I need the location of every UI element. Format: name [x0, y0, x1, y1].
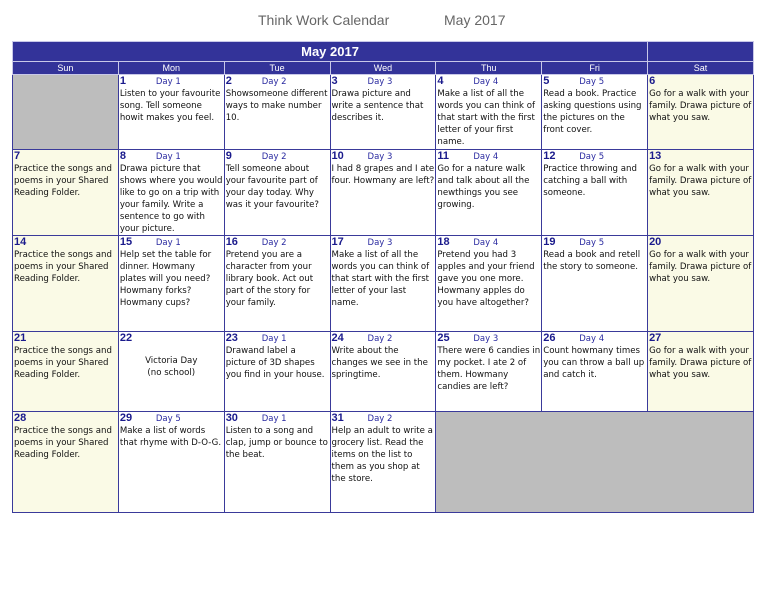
date-number: 15	[119, 236, 133, 248]
day-cell	[436, 75, 542, 150]
calendar-week	[13, 332, 754, 412]
activity-text: Go for a walk with your family. Drawa picture of what you saw.	[649, 346, 752, 380]
activity-text: Pretend you are a character from your library book. Act out part of the story for your family.	[225, 250, 314, 308]
day-cell	[224, 332, 330, 412]
day-cell-header	[332, 236, 435, 249]
day-cell-header	[437, 332, 540, 345]
day-cell	[436, 332, 542, 412]
activity-text: There were 6 candies in my pocket. I ate 2 of them. Howmany candies are left?	[437, 346, 541, 392]
day-cell	[13, 150, 119, 236]
school-day-label: Day 5	[579, 77, 605, 87]
date-number: 6	[649, 75, 656, 87]
day-of-week-header: Sun	[13, 62, 119, 75]
day-cell-header	[120, 412, 223, 425]
empty-day-cell	[13, 75, 119, 150]
activity-text: Make a list of all the words you can think of that start with the first letter of your first name.	[437, 89, 536, 147]
day-cell	[224, 236, 330, 332]
date-number: 16	[225, 236, 238, 248]
holiday-name: Victoria Day	[145, 356, 198, 366]
activity-text: Drawa picture and write a sentence that describes it.	[331, 89, 424, 123]
date-number: 11	[437, 150, 450, 162]
day-cell-header	[543, 150, 646, 163]
activity-text: Help an adult to write a grocery list. Read the items on the list to them as you shop at the store.	[331, 426, 433, 484]
activity-text: Go for a nature walk and talk about all the newthings you see growing.	[437, 164, 530, 210]
day-cell	[118, 332, 224, 412]
day-cell-header	[649, 332, 752, 345]
document-month: May 2017	[444, 12, 506, 28]
day-cell	[648, 75, 754, 150]
school-day-label: Day 1	[261, 334, 287, 344]
day-cell	[118, 150, 224, 236]
day-cell-header	[226, 75, 329, 88]
school-day-label: Day 5	[579, 238, 605, 248]
date-number: 27	[649, 332, 662, 344]
date-number: 2	[225, 75, 232, 87]
date-number: 4	[437, 75, 444, 87]
date-number: 22	[119, 332, 133, 344]
day-cell	[542, 236, 648, 332]
day-cell	[330, 412, 436, 513]
school-day-label: Day 4	[473, 152, 499, 162]
activity-text: Read a book. Practice asking questions using the pictures on the front cover.	[543, 89, 642, 135]
school-day-label: Day 1	[155, 238, 181, 248]
activity-text: Practice the songs and poems in your Shared Reading Folder.	[14, 164, 112, 198]
day-cell	[118, 236, 224, 332]
calendar-title: May 2017	[13, 42, 648, 62]
activity-text: Listen to a song and clap, jump or bounce to the beat.	[225, 426, 328, 460]
activity-text: Practice the songs and poems in your Shared Reading Folder.	[14, 346, 112, 380]
holiday-note: (no school)	[147, 368, 196, 378]
activity-text: I had 8 grapes and I ate four. Howmany are left?	[331, 164, 435, 186]
day-cell	[648, 236, 754, 332]
activity-text: Help set the table for dinner. Howmany plates will you need? Howmany forks? Howmany cups?	[119, 250, 212, 308]
activity-text: Pretend you had 3 apples and your friend gave you one more. Howmany apples do you have altogether?	[437, 250, 535, 308]
empty-day-cell	[436, 412, 754, 513]
school-day-label: Day 3	[367, 238, 393, 248]
date-number: 5	[543, 75, 550, 87]
school-day-label: Day 3	[367, 152, 393, 162]
day-cell-header	[649, 150, 752, 163]
activity-text: Go for a walk with your family. Drawa picture of what you saw.	[649, 164, 752, 198]
day-cell	[13, 236, 119, 332]
day-cell-header	[649, 75, 752, 88]
day-cell-header	[437, 236, 540, 249]
school-day-label: Day 2	[261, 238, 287, 248]
school-day-label: Day 4	[579, 334, 605, 344]
date-number: 13	[649, 150, 662, 162]
day-cell	[224, 150, 330, 236]
day-cell	[118, 412, 224, 513]
day-of-week-header: Fri	[542, 62, 648, 75]
calendar-title-spacer	[648, 42, 754, 62]
day-of-week-header: Sat	[648, 62, 754, 75]
day-cell	[330, 236, 436, 332]
school-day-label: Day 2	[261, 152, 287, 162]
day-cell	[330, 75, 436, 150]
day-cell-header	[226, 236, 329, 249]
calendar-week	[13, 150, 754, 236]
school-day-label: Day 3	[473, 334, 499, 344]
day-of-week-header: Wed	[330, 62, 436, 75]
day-cell-header	[120, 236, 223, 249]
day-cell	[224, 75, 330, 150]
date-number: 8	[119, 150, 126, 162]
activity-text: Showsomeone different ways to make number 10.	[225, 89, 328, 123]
school-day-label: Day 1	[261, 414, 287, 424]
school-day-label: Day 5	[579, 152, 605, 162]
date-number: 24	[331, 332, 344, 344]
day-cell-header	[332, 75, 435, 88]
calendar-week	[13, 412, 754, 513]
date-number: 23	[225, 332, 238, 344]
day-cell-header	[543, 236, 646, 249]
date-number: 31	[331, 412, 344, 424]
day-cell-header	[226, 150, 329, 163]
date-number: 1	[119, 75, 126, 87]
date-number: 25	[437, 332, 450, 344]
day-cell	[118, 75, 224, 150]
calendar-week	[13, 75, 754, 150]
activity-text: Practice the songs and poems in your Shared Reading Folder.	[14, 426, 112, 460]
day-cell-header	[120, 150, 223, 163]
day-cell-header	[14, 150, 117, 163]
day-cell-header	[649, 236, 752, 249]
day-cell-header	[332, 412, 435, 425]
activity-text: Make a list of words that rhyme with D-O-G.	[119, 426, 222, 448]
date-number: 26	[543, 332, 556, 344]
activity-text: Drawand label a picture of 3D shapes you find in your house.	[225, 346, 325, 380]
activity-text: Practice the songs and poems in your Shared Reading Folder.	[14, 250, 112, 284]
school-day-label: Day 1	[155, 152, 181, 162]
school-day-label: Day 2	[367, 334, 393, 344]
date-number: 19	[543, 236, 556, 248]
school-day-label: Day 2	[367, 414, 393, 424]
day-cell-header	[226, 412, 329, 425]
activity-text: Practice throwing and catching a ball with someone.	[543, 164, 637, 198]
day-cell-header	[543, 75, 646, 88]
day-cell	[436, 236, 542, 332]
day-cell-header	[437, 75, 540, 88]
day-cell-header	[120, 332, 223, 345]
day-cell	[542, 332, 648, 412]
calendar-week	[13, 236, 754, 332]
date-number: 21	[14, 332, 27, 344]
activity-text: Tell someone about your favourite part of your day today. Why was it your favourite?	[225, 164, 319, 210]
school-day-label: Day 5	[155, 414, 181, 424]
date-number: 29	[119, 412, 133, 424]
activity-text: Go for a walk with your family. Drawa picture of what you saw.	[649, 250, 752, 284]
activity-text: Make a list of all the words you can think of that start with the first letter of your last name.	[331, 250, 430, 308]
day-cell-header	[332, 150, 435, 163]
day-cell	[542, 150, 648, 236]
activity-text: Count howmany times you can throw a ball up and catch it.	[543, 346, 645, 380]
day-cell	[224, 412, 330, 513]
activity-text: Drawa picture that shows where you would like to go on a trip with your family. Write a sentence to go with your picture.	[119, 164, 223, 234]
date-number: 20	[649, 236, 662, 248]
date-number: 12	[543, 150, 556, 162]
school-day-label: Day 2	[261, 77, 287, 87]
day-cell-header	[120, 75, 223, 88]
date-number: 3	[331, 75, 338, 87]
day-of-week-header: Thu	[436, 62, 542, 75]
day-cell	[13, 412, 119, 513]
day-cell-header	[14, 412, 117, 425]
day-cell-header	[14, 332, 117, 345]
day-cell-header	[543, 332, 646, 345]
school-day-label: Day 4	[473, 77, 499, 87]
day-of-week-header: Mon	[118, 62, 224, 75]
activity-text: Read a book and retell the story to someone.	[543, 250, 641, 272]
date-number: 9	[225, 150, 232, 162]
school-day-label: Day 3	[367, 77, 393, 87]
day-cell-header	[14, 236, 117, 249]
date-number: 14	[14, 236, 27, 248]
activity-text: Go for a walk with your family. Drawa picture of what you saw.	[649, 89, 752, 123]
activity-text: Listen to your favourite song. Tell someone howit makes you feel.	[119, 89, 221, 123]
date-number: 7	[14, 150, 21, 162]
day-cell-header	[437, 150, 540, 163]
day-of-week-header: Tue	[224, 62, 330, 75]
day-cell	[13, 332, 119, 412]
date-number: 28	[14, 412, 27, 424]
day-cell	[648, 150, 754, 236]
day-cell	[542, 75, 648, 150]
school-day-label: Day 4	[473, 238, 499, 248]
day-cell	[648, 332, 754, 412]
day-cell-header	[226, 332, 329, 345]
date-number: 17	[331, 236, 344, 248]
document-title: Think Work Calendar	[258, 12, 390, 28]
day-cell	[436, 150, 542, 236]
school-day-label: Day 1	[155, 77, 181, 87]
date-number: 10	[331, 150, 344, 162]
date-number: 18	[437, 236, 450, 248]
calendar-table	[12, 41, 754, 513]
day-cell	[330, 332, 436, 412]
day-cell-header	[332, 332, 435, 345]
date-number: 30	[225, 412, 238, 424]
activity-text: Write about the changes we see in the springtime.	[331, 346, 428, 380]
day-cell	[330, 150, 436, 236]
